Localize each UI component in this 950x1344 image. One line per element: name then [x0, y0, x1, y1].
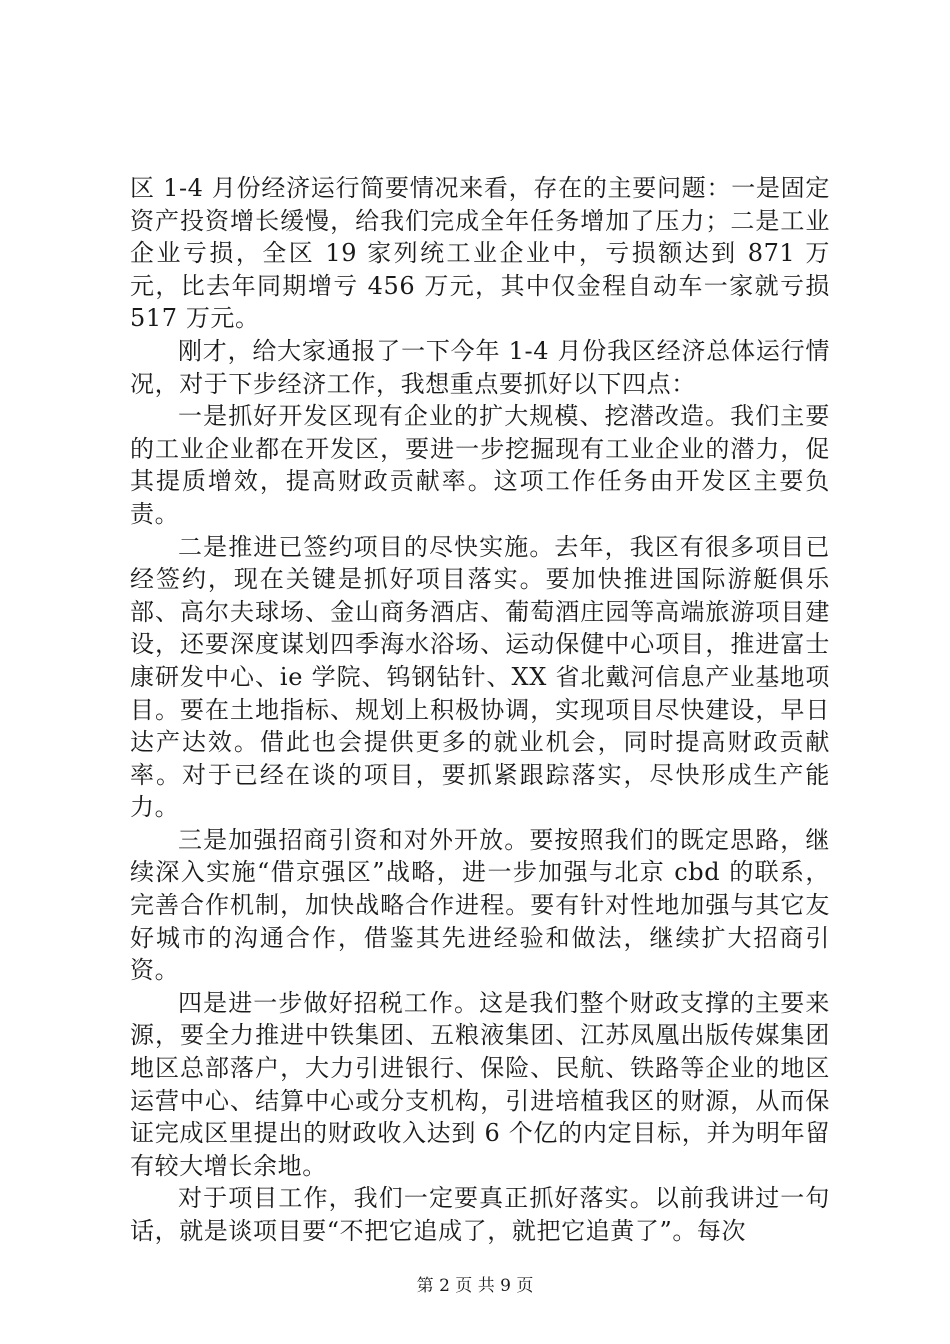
document-body: [130, 172, 830, 1248]
paragraph-6: 四是进一步做好招税工作。这是我们整个财政支撑的主要来源，要全力推进中铁集团、五粮液集团、江苏凤凰出版传媒集团地区总部落户，大力引进银行、保险、民航、铁路等企业的地区运营中心、结算中心或分支机构，引进培植我区的财源，从而保证完成区里提出的财政收入达到 6 个亿的内定目标，并为明年留有较大增长余地。: [130, 988, 830, 1180]
paragraph-3: 一是抓好开发区现有企业的扩大规模、挖潜改造。我们主要的工业企业都在开发区，要进一步挖掘现有工业企业的潜力，促其提质增效，提高财政贡献率。这项工作任务由开发区主要负责。: [130, 402, 830, 528]
paragraph-2: 刚才，给大家通报了一下今年 1-4 月份我区经济总体运行情况，对于下步经济工作，我想重点要抓好以下四点：: [130, 336, 830, 398]
paragraph-1: 区 1-4 月份经济运行简要情况来看，存在的主要问题：一是固定资产投资增长缓慢，给我们完成全年任务增加了压力；二是工业企业亏损，全区 19 家列统工业企业中，亏损额达到 871 万元，比去年同期增亏 456 万元，其中仅金程自动车一家就亏损 517 万元。: [130, 174, 830, 333]
page-number-footer: 第 2 页 共 9 页: [416, 1276, 534, 1296]
paragraph-4: 二是推进已签约项目的尽快实施。去年，我区有很多项目已经签约，现在关键是抓好项目落实。要加快推进国际游艇俱乐部、高尔夫球场、金山商务酒店、葡萄酒庄园等高端旅游项目建设，还要深度谋划四季海水浴场、运动保健中心项目，推进富士康研发中心、ie 学院、钨钢钻针、XX 省北戴河信息产业基地项目。要在土地指标、规划上积极协调，实现项目尽快建设，早日达产达效。借此也会提供更多的就业机会，同时提高财政贡献率。对于已经在谈的项目，要抓紧跟踪落实，尽快形成生产能力。: [130, 532, 830, 822]
paragraph-7: 对于项目工作，我们一定要真正抓好落实。以前我讲过一句话，就是谈项目要“不把它追成了，就把它追黄了”。每次: [130, 1184, 830, 1245]
paragraph-5: 三是加强招商引资和对外开放。要按照我们的既定思路，继续深入实施“借京强区”战略，进一步加强与北京 cbd 的联系，完善合作机制，加快战略合作进程。要有针对性地加强与其它友好城市的沟通合作，借鉴其先进经验和做法，继续扩大招商引资。: [130, 825, 830, 985]
